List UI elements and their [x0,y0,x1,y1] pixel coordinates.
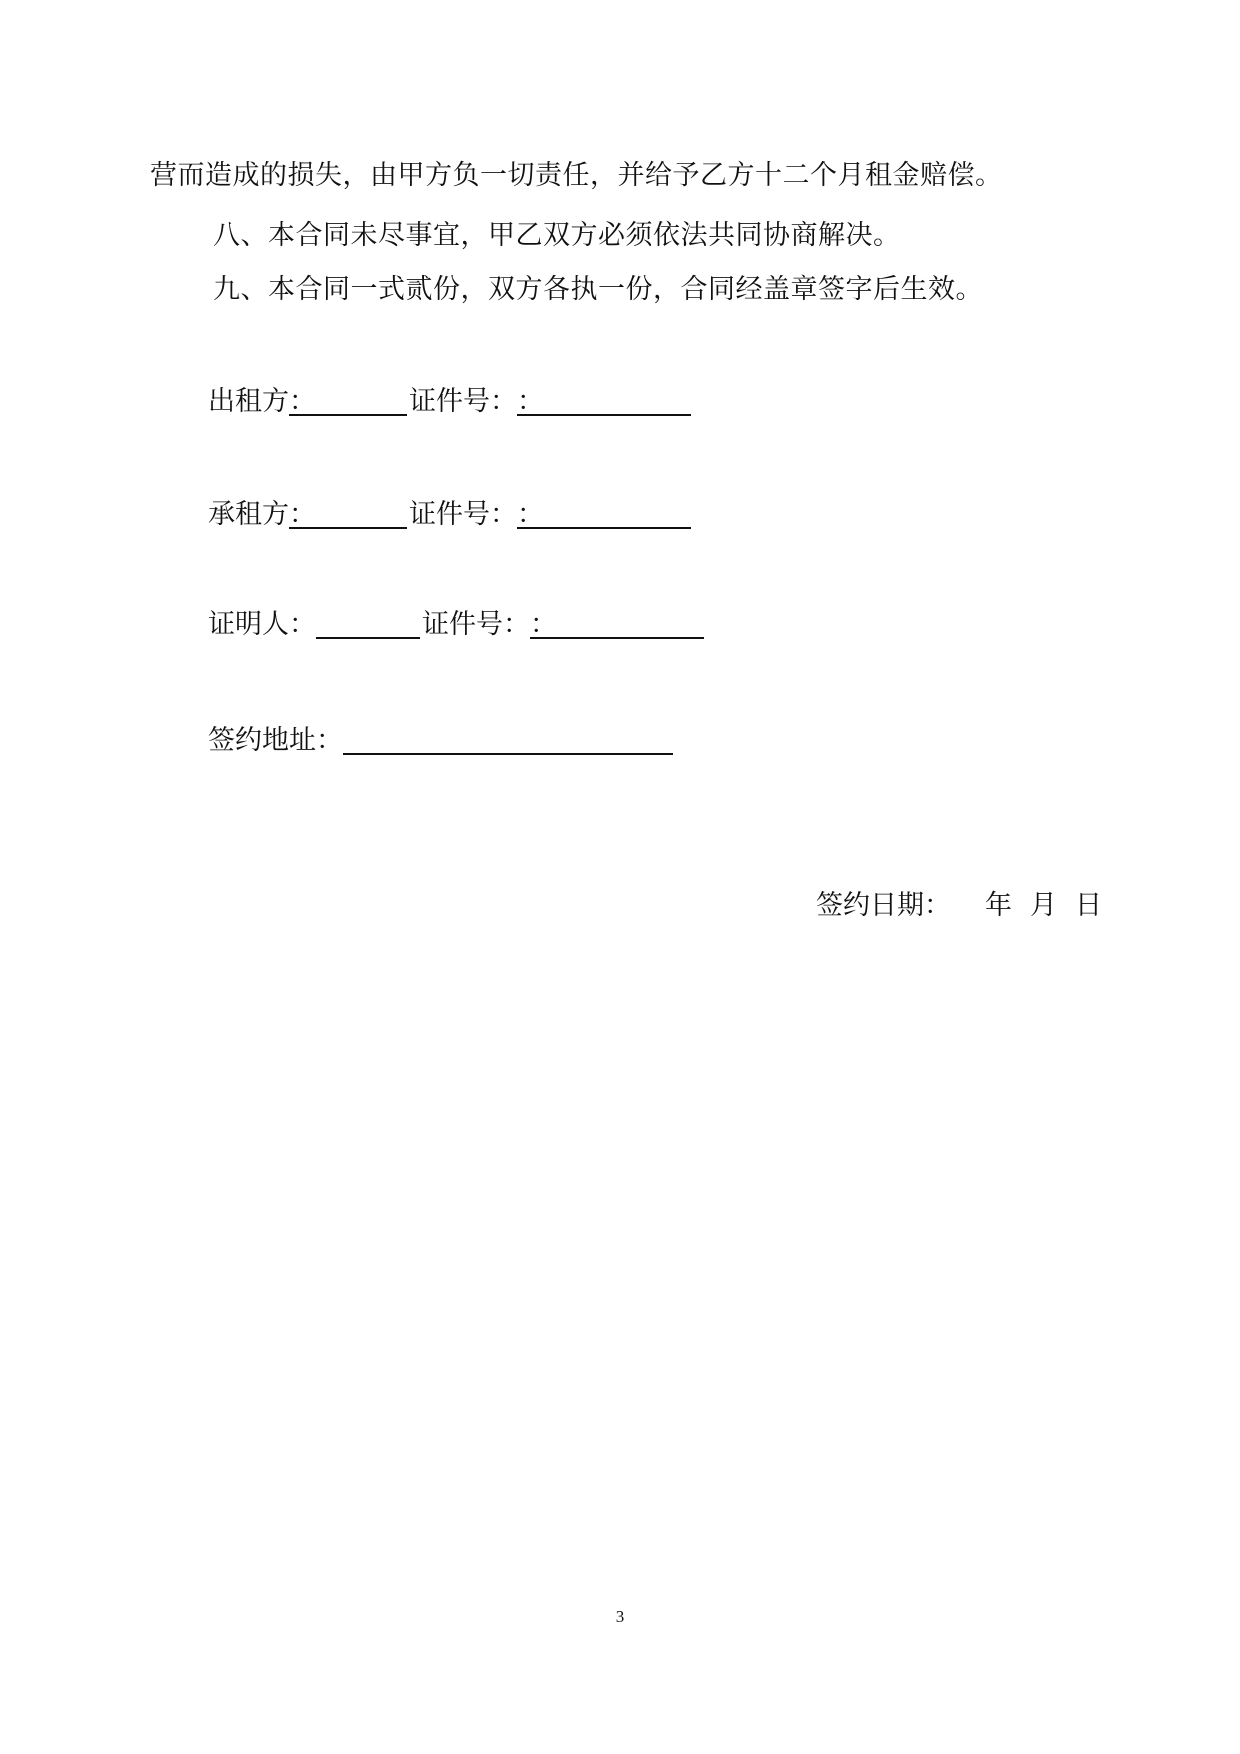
lessee-id-label: 证件号： [409,499,517,530]
lessor-id-blank [517,384,691,416]
lessee-name-blank [289,497,407,529]
date-day: 日 [1075,890,1102,921]
lessor-label: 出租方 [208,386,289,417]
witness-id-label: 证件号： [422,609,530,640]
clause-9: 九、本合同一式贰份，双方各执一份，合同经盖章签字后生效。 [213,274,983,305]
lessor-id-label: 证件号： [409,386,517,417]
lessor-row [208,384,691,420]
paragraph-7-continuation: 营而造成的损失，由甲方负一切责任，并给予乙方十二个月租金赔偿。 [150,160,1003,191]
date-month: 月 [1030,890,1057,921]
page-number: 3 [615,1607,625,1626]
witness-name-blank [316,607,420,639]
lessee-row [208,497,691,533]
signing-date [816,888,1102,924]
lessee-label: 承租方 [208,499,289,530]
lessor-colon: ： [289,386,316,417]
lessor-id-colon: ： [517,386,544,417]
witness-id-blank [530,607,704,639]
address-blank [343,723,673,755]
address-label: 签约地址： [208,725,343,756]
address-row [208,723,673,759]
lessee-id-blank [517,497,691,529]
lessee-colon: ： [289,499,316,530]
date-label: 签约日期： [816,890,951,921]
clause-8: 八、本合同未尽事宜，甲乙双方必须依法共同协商解决。 [213,220,901,251]
witness-id-colon: ： [530,609,557,640]
witness-row [208,607,704,643]
date-year: 年 [985,890,1012,921]
witness-label: 证明人： [208,609,316,640]
lessee-id-colon: ： [517,499,544,530]
lessor-name-blank [289,384,407,416]
